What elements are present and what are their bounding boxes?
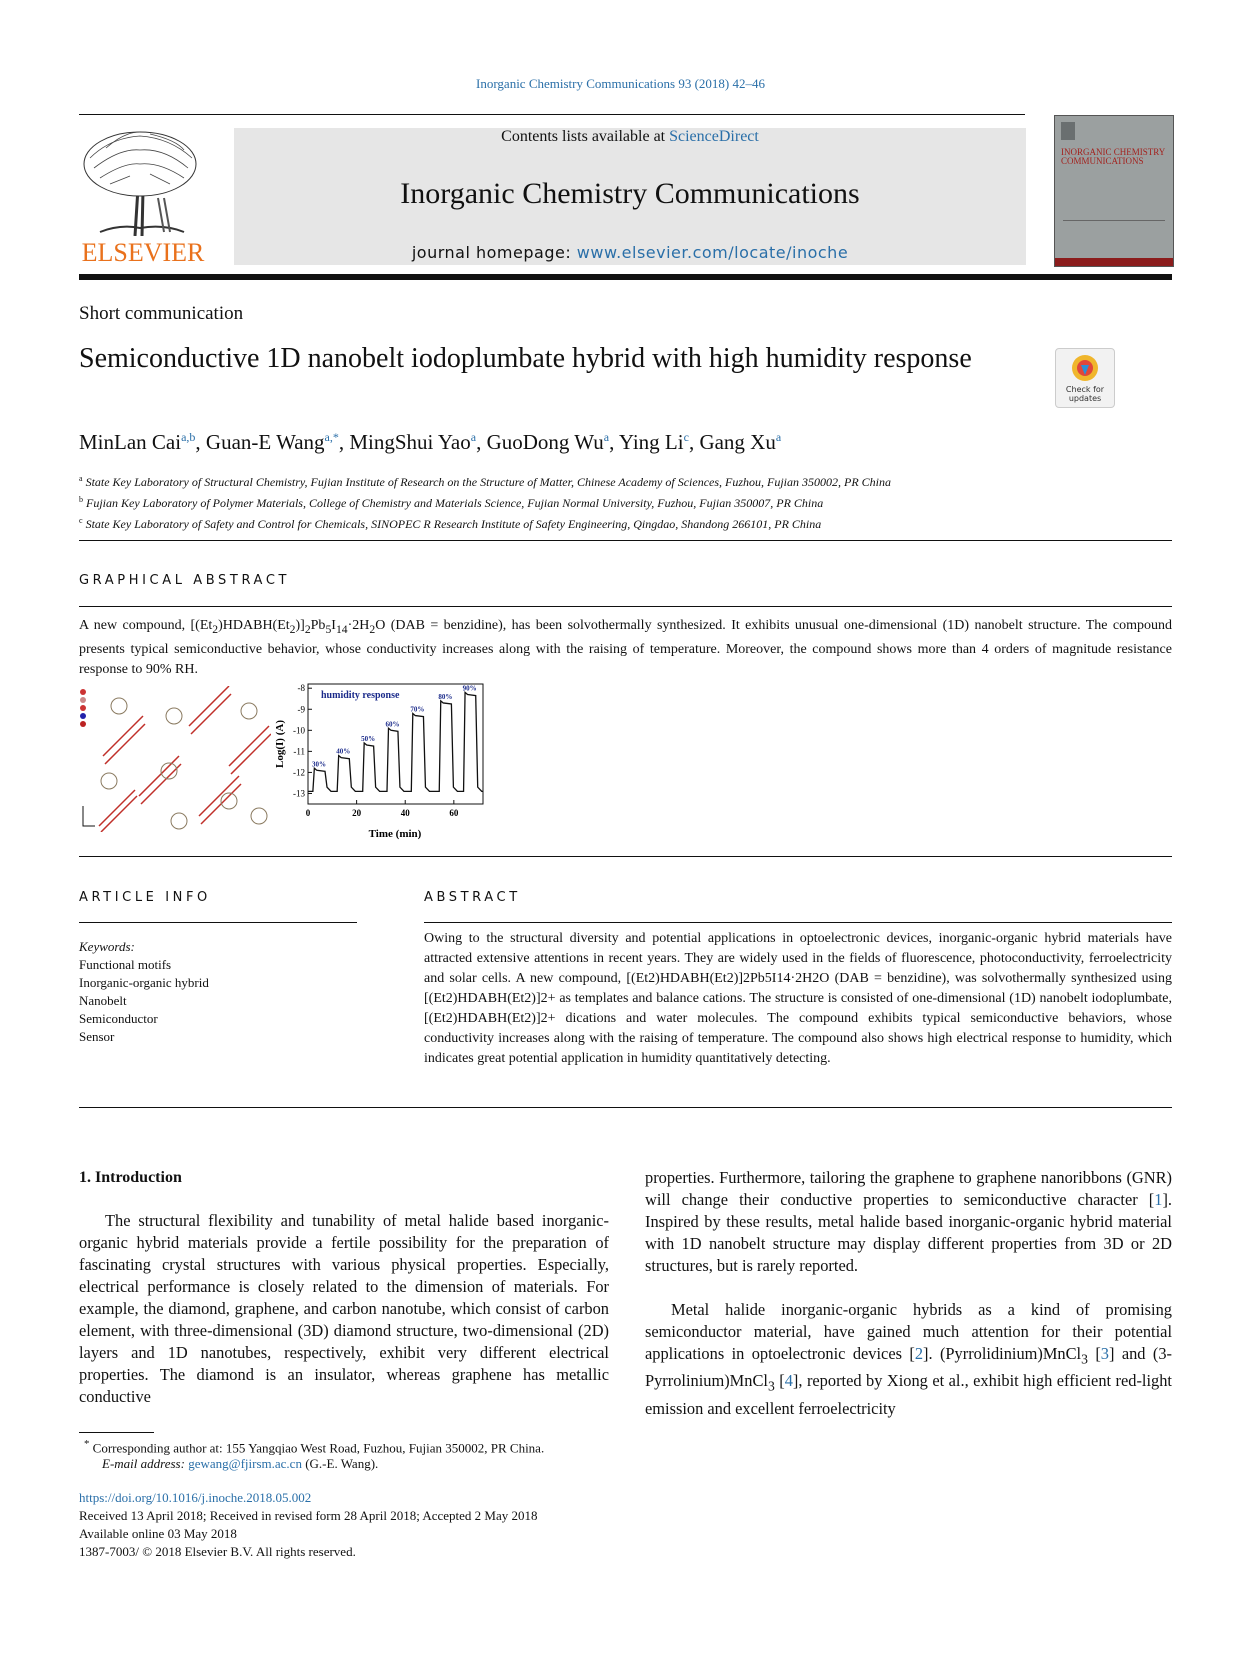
email-link[interactable]: gewang@fjirsm.ac.cn <box>188 1456 302 1471</box>
doi-link[interactable]: https://doi.org/10.1016/j.inoche.2018.05.002 <box>79 1490 312 1505</box>
author-name[interactable]: Ying Li <box>618 430 684 454</box>
y-tick-label: -8 <box>297 683 305 694</box>
x-tick-label: 40 <box>400 808 410 818</box>
pulse-label: 70% <box>410 705 425 714</box>
legend-dots-icon <box>80 689 86 727</box>
keywords-label: Keywords: <box>79 939 135 954</box>
abstract-heading: ABSTRACT <box>424 890 521 905</box>
pulse-label: 90% <box>462 684 477 693</box>
y-axis-label: Log(I) (A) <box>274 720 286 768</box>
y-tick-label: -10 <box>293 725 305 736</box>
introduction-heading: 1. Introduction <box>79 1169 182 1186</box>
x-axis-label: Time (min) <box>368 828 422 840</box>
plot-frame <box>308 684 483 804</box>
article-title: Semiconductive 1D nanobelt iodoplumbate hybrid with high humidity response <box>79 343 972 374</box>
affiliation-item: $^b$ Fujian Key Laboratory of Polymer Materials, College of Chemistry and Materials Science, Fujian Normal University, Fuzhou, Fujian 350007, PR China <box>79 495 824 510</box>
rule <box>424 922 1172 923</box>
cover-divider <box>1063 220 1165 221</box>
journal-reference[interactable]: Inorganic Chemistry Communications 93 (2018) 42–46 <box>476 76 765 91</box>
contents-line: Contents lists available at ScienceDirect <box>501 128 759 145</box>
author-list: MinLan Cai$^{a,b}$, Guan-E Wang$^{a,*}$, MingShui Yao$^a$, GuoDong Wu$^a$, Ying Li$^c$, Gang Xu$^a$ <box>79 430 782 454</box>
author-name[interactable]: Guan-E Wang <box>205 430 325 454</box>
sciencedirect-link[interactable]: ScienceDirect <box>669 128 759 145</box>
y-tick-label: -9 <box>297 704 305 715</box>
citation-link[interactable]: 2 <box>914 1344 924 1363</box>
publisher-name: ELSEVIER <box>81 238 205 267</box>
x-tick-label: 0 <box>305 808 311 818</box>
homepage-link[interactable]: www.elsevier.com/locate/inoche <box>576 243 849 262</box>
author-name[interactable]: GuoDong Wu <box>486 430 604 454</box>
graphical-abstract-text: A new compound, $[(Et_2)HDABH(Et_2)]_2Pb_5I_{14}\cdot 2H_2O$ (DAB = benzidine), has been solvothermally synthesized. It exhibits unusual one-dimensional (1D) nanobelt structure. The compound presents typical semiconductive behavior, whose conductivity increases along with the raising of temperature. Moreover, the compound shows more than 4 orders of magnitude resistance response to 90% RH. <box>79 618 1173 677</box>
y-tick-label: -11 <box>293 746 305 757</box>
check-for-updates-badge[interactable] <box>1055 348 1115 408</box>
keyword-item: Sensor <box>79 1029 115 1044</box>
pulse-label: 60% <box>385 720 400 729</box>
keyword-item: Semiconductor <box>79 1011 158 1026</box>
keyword-item: Nanobelt <box>79 993 127 1008</box>
author-name[interactable]: MinLan Cai <box>79 430 182 454</box>
affiliation-item: $^a$ State Key Laboratory of Structural Chemistry, Fujian Institute of Research on the Structure of Matter, Chinese Academy of Sciences, Fuzhou, Fujian 350002, PR China <box>79 474 892 489</box>
affiliation-item: $^c$ State Key Laboratory of Safety and Control for Chemicals, SINOPEC R Research Institute of Safety Engineering, Qingdao, Shandong 266101, PR China <box>79 516 822 531</box>
author-name[interactable]: MingShui Yao <box>349 430 471 454</box>
keyword-item: Inorganic-organic hybrid <box>79 975 209 990</box>
abstract-text: Owing to the structural diversity and potential applications in optoelectronic devices, inorganic-organic hybrid materials have attracted extensive attentions in recent years. They are widely used in the fields of fluorescence, photoconductivity, ferroelectricity and solar cells. A new compound, [(Et2)HDABH(Et2)]2Pb5I14·2H2O (DAB = benzidine), was solvothermally synthesized using [(Et2)HDABH(Et2)]2+ as templates and balance cations. The structure is consisted of one-dimensional (1D) nanobelt iodoplumbate, [(Et2)HDABH(Et2)]2+ dications and water molecules. The compound exhibits typical semiconductive behaviors, whose conductivity increases along with the raising of temperature. The compound also shows high electrical response to humidity, which indicates great potential application in humidity quantitatively detecting. <box>424 931 1172 1066</box>
citation-link[interactable]: 3 <box>1100 1344 1109 1363</box>
current-trace <box>308 692 483 791</box>
crystal-structure-figure <box>79 686 271 832</box>
homepage-line: journal homepage: www.elsevier.com/locate/inoche <box>411 243 849 262</box>
affiliations <box>79 470 891 533</box>
cover-logo-icon <box>1061 122 1075 140</box>
corresponding-author-note: * Corresponding author at: 155 Yangqiao West Road, Fuzhou, Fujian 350002, PR China. <box>84 1438 545 1456</box>
badge-label: Check for updates <box>1065 385 1105 403</box>
humidity-response-chart <box>273 682 488 842</box>
email-note: E-mail address: gewang@fjirsm.ac.cn (G.-E. Wang). <box>102 1456 379 1471</box>
citation-link[interactable]: 1 <box>1154 1190 1163 1209</box>
rule <box>79 606 1172 607</box>
intro-paragraph-2: properties. Furthermore, tailoring the graphene to graphene nanoribbons (GNR) will change their conductive properties to semiconductive character [1]. Inspired by these results, metal halide based inorganic-organic hybrid material with 1D nanobelt structure may display different properties from 3D or 2D structures, but is rarely reported. <box>645 1168 1172 1275</box>
pulse-label: 40% <box>336 747 351 756</box>
elsevier-logo <box>80 128 206 268</box>
elsevier-tree-icon <box>80 128 206 236</box>
journal-title: Inorganic Chemistry Communications <box>400 177 860 210</box>
y-tick-label: -12 <box>293 767 305 778</box>
check-updates-icon <box>1070 353 1100 383</box>
pulse-label: 50% <box>361 735 376 744</box>
x-tick-label: 20 <box>352 808 362 818</box>
article-type: Short communication <box>79 303 244 324</box>
rule <box>79 540 1172 541</box>
rule <box>79 1107 1172 1108</box>
chart-title: humidity response <box>321 690 400 701</box>
rule <box>79 856 1172 857</box>
article-info-heading: ARTICLE INFO <box>79 890 211 905</box>
y-tick-label: -13 <box>293 788 305 799</box>
copyright: 1387-7003/ © 2018 Elsevier B.V. All rights reserved. <box>79 1544 356 1559</box>
header-top-rule <box>79 114 1025 115</box>
pulse-label: 30% <box>311 760 326 769</box>
footnote-rule <box>79 1432 154 1433</box>
x-tick-label: 60 <box>449 808 459 818</box>
available-online: Available online 03 May 2018 <box>79 1526 237 1541</box>
keywords-block <box>79 938 209 1046</box>
intro-paragraph-3: Metal halide inorganic-organic hybrids as a kind of promising semiconductor material, have gained much attention for their potential applications in optoelectronic devices [2]. (Pyrrolidinium)MnCl$_3$ [3] and (3-Pyrrolinium)MnCl$_3$ [4], reported by Xiong et al., exhibit high efficient red-light emission and excellent ferroelectricity <box>645 1300 1172 1418</box>
author-name[interactable]: Gang Xu <box>699 430 776 454</box>
citation-link[interactable]: 4 <box>784 1371 793 1391</box>
cover-title: INORGANIC CHEMISTRY COMMUNICATIONS <box>1061 147 1165 166</box>
intro-paragraph-1: The structural flexibility and tunability of metal halide based inorganic-organic hybrid materials provide a fertile possibility for the preparation of fascinating crystal structures with various physical properties. Especially, electrical performance is closely related to the dimension of materials. For example, the diamond, graphene, and carbon nanotube, which consist of carbon element, with three-dimensional (3D) diamond structure, two-dimensional (2D) layers and 1D nanotubes, respectively, exhibit very different electrical properties. The diamond is an insulator, whereas graphene has metallic conductive <box>79 1211 609 1406</box>
rule <box>79 922 357 923</box>
pulse-label: 80% <box>438 692 453 701</box>
graphical-abstract-heading: GRAPHICAL ABSTRACT <box>79 573 291 588</box>
cover-footer-band <box>1055 258 1173 266</box>
received-dates: Received 13 April 2018; Received in revised form 28 April 2018; Accepted 2 May 2018 <box>79 1508 538 1523</box>
journal-banner <box>234 128 1026 265</box>
keyword-item: Functional motifs <box>79 957 172 972</box>
journal-cover-thumbnail[interactable] <box>1054 115 1174 267</box>
header-thick-rule <box>79 274 1172 280</box>
